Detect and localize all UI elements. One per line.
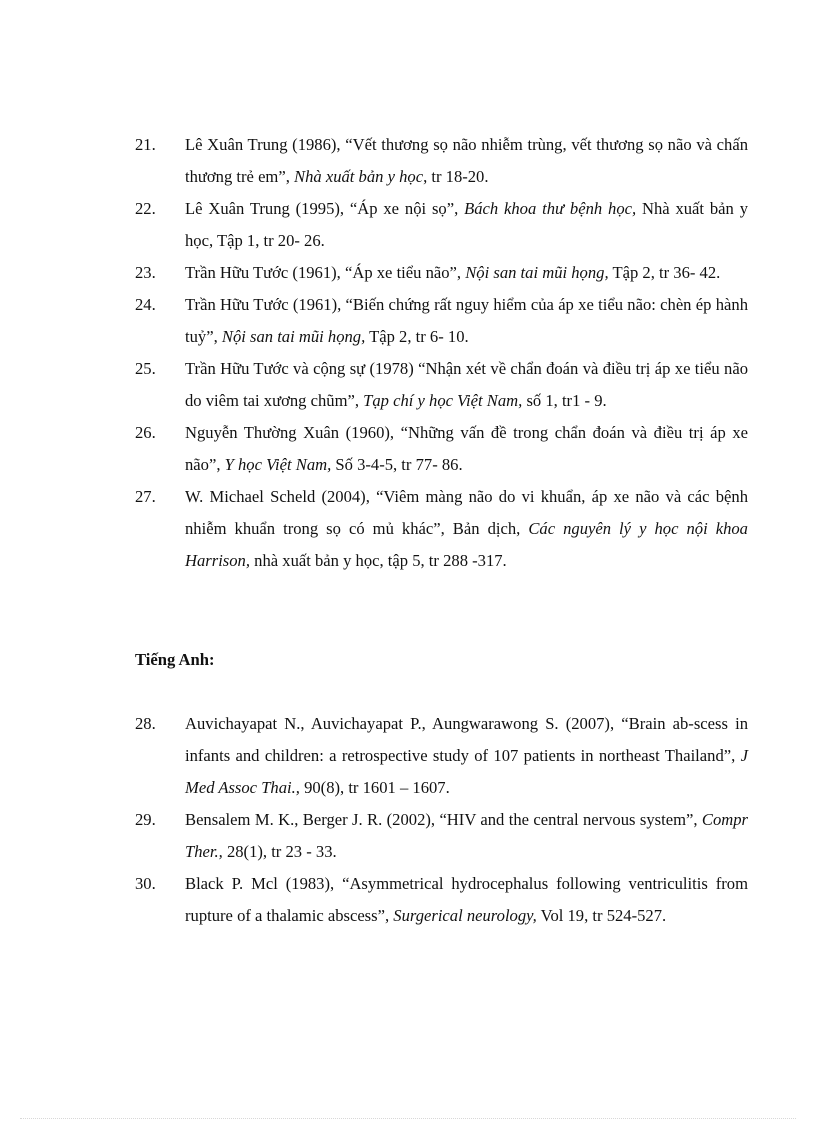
reference-number: 23. [135, 263, 156, 282]
section-heading-english: Tiếng Anh: [135, 650, 215, 669]
reference-text [185, 193, 748, 257]
reference-item [135, 129, 748, 193]
reference-item [135, 804, 748, 868]
reference-number: 28. [135, 714, 156, 733]
reference-number: 25. [135, 359, 156, 378]
reference-number: 30. [135, 874, 156, 893]
reference-text [185, 417, 748, 481]
reference-item [135, 868, 748, 932]
reference-tail: 90(8), tr 1601 – 1607. [299, 778, 450, 797]
reference-source: Nội san tai mũi họng, [465, 263, 609, 282]
reference-text [185, 804, 748, 868]
reference-item [135, 193, 748, 257]
reference-tail: , tr 18-20. [423, 167, 489, 186]
reference-source: Y học Việt Nam, [224, 455, 332, 474]
reference-tail: nhà xuất bản y học, tập 5, tr 288 -317. [250, 551, 507, 570]
reference-item [135, 257, 748, 289]
reference-body: Black P. Mcl (1983), “Asymmetrical hydrocephalus following ventriculitis from rupture of a thalamic abscess”, [185, 874, 748, 925]
reference-tail: Số 3-4-5, tr 77- 86. [331, 455, 463, 474]
reference-source: Nhà xuất bản y học [294, 167, 424, 186]
reference-number: 27. [135, 487, 156, 506]
reference-source: Nội san tai mũi họng, [221, 327, 366, 346]
reference-item [135, 481, 748, 577]
reference-source: Tạp chí y học Việt Nam, [363, 391, 523, 410]
reference-item [135, 289, 748, 353]
reference-text [185, 257, 748, 289]
reference-text [185, 868, 748, 932]
reference-body: Lê Xuân Trung (1995), “Áp xe nội sọ”, [185, 199, 465, 218]
reference-number: 26. [135, 423, 156, 442]
reference-number: 22. [135, 199, 156, 218]
reference-body: Nguyễn Thường Xuân (1960), “Những vấn đề trong chẩn đoán và điều trị áp xe não”, [185, 423, 748, 474]
reference-tail: Nhà xuất bản y học, Tập 1, tr 20- 26. [185, 199, 748, 250]
reference-tail: 28(1), tr 23 - 33. [222, 842, 337, 861]
reference-text [185, 708, 748, 804]
reference-item [135, 708, 748, 804]
reference-tail: Vol 19, tr 524-527. [536, 906, 667, 925]
reference-body: Auvichayapat N., Auvichayapat P., Aungwarawong S. (2007), “Brain ab-scess in infants and children: a retrospective study of 107 patients in northeast Thailand”, [185, 714, 748, 765]
reference-source: Các nguyên lý y học nội khoa Harrison, [185, 519, 748, 570]
reference-source: Compr Ther., [185, 810, 748, 861]
reference-body: Trần Hữu Tước và cộng sự (1978) “Nhận xét về chẩn đoán và điều trị áp xe tiểu não do viêm tai xương chũm”, [185, 359, 748, 410]
english-reference-list [135, 708, 748, 932]
reference-item [135, 417, 748, 481]
reference-number: 24. [135, 295, 156, 314]
page-bottom-divider [20, 1118, 796, 1119]
reference-tail: số 1, tr1 - 9. [522, 391, 607, 410]
reference-number: 21. [135, 135, 156, 154]
reference-text [185, 353, 748, 417]
reference-body: Trần Hữu Tước (1961), “Biến chứng rất nguy hiểm của áp xe tiểu não: chèn ép hành tuỷ”, [185, 295, 748, 346]
reference-item [135, 353, 748, 417]
reference-text [185, 289, 748, 353]
reference-source: J Med Assoc Thai., [185, 746, 748, 797]
reference-source: Bách khoa thư bệnh học, [464, 199, 637, 218]
reference-body: Bensalem M. K., Berger J. R. (2002), “HIV and the central nervous system”, [185, 810, 702, 829]
reference-body: Trần Hữu Tước (1961), “Áp xe tiểu não”, [185, 263, 466, 282]
vietnamese-reference-list [135, 129, 748, 577]
reference-text [185, 129, 748, 193]
reference-number: 29. [135, 810, 156, 829]
reference-tail: Tập 2, tr 6- 10. [365, 327, 469, 346]
reference-tail: Tập 2, tr 36- 42. [608, 263, 721, 282]
reference-body: W. Michael Scheld (2004), “Viêm màng não do vi khuẩn, áp xe não và các bệnh nhiễm khuẩn trong sọ có mủ khác”, Bản dịch, [185, 487, 748, 538]
reference-text [185, 481, 748, 577]
reference-source: Surgerical neurology, [393, 906, 537, 925]
reference-body: Lê Xuân Trung (1986), “Vết thương sọ não nhiễm trùng, vết thương sọ não và chấn thương trẻ em”, [185, 135, 748, 186]
